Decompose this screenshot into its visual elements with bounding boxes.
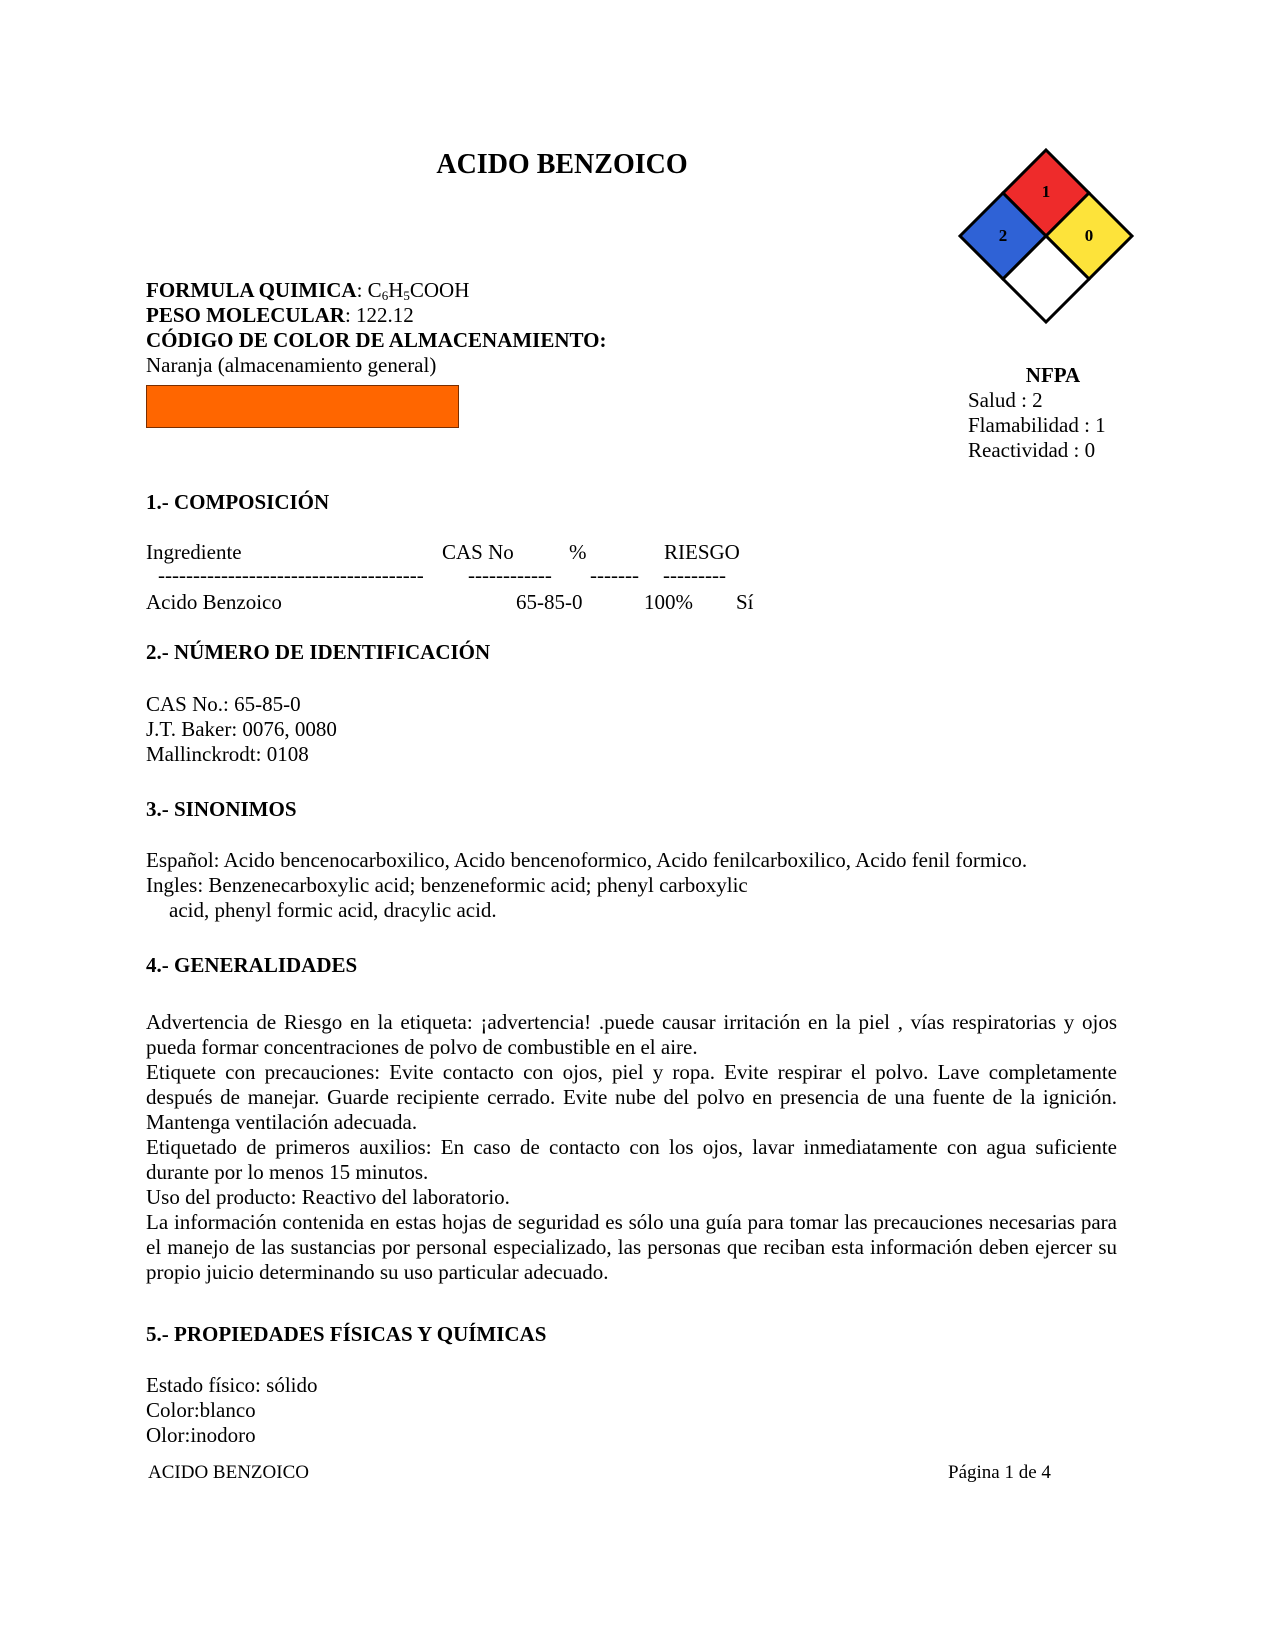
table-separator: -------------------------------------- — [158, 563, 424, 587]
page-number: Página 1 de 4 — [948, 1462, 1051, 1483]
formula-line: FORMULA QUIMICA: $C_6H_5COOH$ — [146, 278, 470, 303]
general-paragraph: Advertencia de Riesgo en la etiqueta: ¡advertencia! .puede causar irritación en la piel , vías respiratorias y ojos pueda formar concentraciones de polvo de combustible en el aire. — [146, 1010, 1117, 1059]
nfpa-reactivity-value: 0 — [1084, 226, 1094, 245]
section-2-title: 2.- NÚMERO DE IDENTIFICACIÓN — [146, 640, 491, 664]
page-title: ACIDO BENZOICO — [436, 149, 688, 180]
table-cell-risk: Sí — [736, 590, 754, 614]
storage-color-swatch — [146, 385, 459, 428]
identification-cas: CAS No.: 65-85-0 — [146, 692, 301, 716]
table-header-risk: RIESGO — [664, 540, 740, 564]
section-4-title: 4.- GENERALIDADES — [146, 953, 358, 977]
molecular-weight-value: 122.12 — [356, 303, 414, 327]
formula-value: $C_6H_5COOH$ — [367, 278, 470, 303]
nfpa-health-line: Salud : 2 — [968, 388, 1043, 412]
table-cell-ingredient: Acido Benzoico — [146, 590, 282, 614]
header-info — [146, 278, 606, 378]
table-separator: ------------ — [468, 563, 552, 587]
identification-mallinckrodt: Mallinckrodt: 0108 — [146, 742, 309, 766]
table-header-percent: % — [569, 540, 587, 564]
properties-list — [146, 1373, 318, 1448]
property-odor: Olor:inodoro — [146, 1423, 256, 1447]
section-3-title: 3.- SINONIMOS — [146, 797, 297, 821]
nfpa-reactivity-line: Reactividad : 0 — [968, 438, 1096, 462]
nfpa-info — [968, 363, 1138, 463]
nfpa-diamond — [955, 148, 1137, 330]
table-header-ingredient: Ingrediente — [146, 540, 242, 564]
nfpa-heading: NFPA — [1025, 363, 1081, 387]
section-5-title: 5.- PROPIEDADES FÍSICAS Y QUÍMICAS — [146, 1322, 547, 1346]
identification-jtbaker: J.T. Baker: 0076, 0080 — [146, 717, 337, 741]
general-paragraph: La información contenida en estas hojas de seguridad es sólo una guía para tomar las precauciones necesarias para el manejo de las sustancias por personal especializado, las personas que reciban esta información deben ejercer su propio juicio determinando su uso particular adecuado. — [146, 1210, 1117, 1284]
general-paragraph: Uso del producto: Reactivo del laboratorio. — [146, 1185, 510, 1209]
synonyms — [146, 848, 1126, 923]
formula-label: FORMULA QUIMICA — [146, 278, 357, 302]
synonyms-spanish: Español: Acido bencenocarboxilico, Acido bencenoformico, Acido fenilcarboxilico, Acido fenil formico. — [146, 848, 1028, 872]
nfpa-flammability-line: Flamabilidad : 1 — [968, 413, 1106, 437]
general-paragraph: Etiquetado de primeros auxilios: En caso de contacto con los ojos, lavar inmediatamente con agua suficiente durante por lo menos 15 minutos. — [146, 1135, 1117, 1184]
nfpa-flammability-value: 1 — [1041, 182, 1051, 201]
footer-title: ACIDO BENZOICO — [148, 1462, 309, 1483]
table-separator: ------- — [590, 563, 639, 587]
table-cell-cas: 65-85-0 — [516, 590, 583, 614]
table-cell-percent: 100% — [644, 590, 693, 614]
identification-list — [146, 692, 337, 767]
synonyms-english-1: Ingles: Benzenecarboxylic acid; benzeneformic acid; phenyl carboxylic — [146, 873, 748, 897]
general-text — [146, 1010, 1117, 1285]
molecular-weight-line: PESO MOLECULAR: 122.12 — [146, 303, 414, 327]
storage-code-value: Naranja (almacenamiento general) — [146, 353, 437, 377]
table-header-cas: CAS No — [442, 540, 514, 564]
property-physical-state: Estado físico: sólido — [146, 1373, 318, 1397]
table-separator: --------- — [663, 563, 726, 587]
property-color: Color:blanco — [146, 1398, 256, 1422]
general-paragraph: Etiquete con precauciones: Evite contacto con ojos, piel y ropa. Evite respirar el polvo. Lave completamente después de manejar. Guarde recipiente cerrado. Evite nube del polvo en presencia de una fuente de la ignición. Mantenga ventilación adecuada. — [146, 1060, 1117, 1134]
nfpa-health-value: 2 — [998, 226, 1008, 245]
molecular-weight-label: PESO MOLECULAR — [146, 303, 345, 327]
synonyms-english-2: acid, phenyl formic acid, dracylic acid. — [169, 898, 497, 922]
storage-code-label: CÓDIGO DE COLOR DE ALMACENAMIENTO: — [146, 328, 607, 352]
section-1-title: 1.- COMPOSICIÓN — [146, 490, 330, 514]
